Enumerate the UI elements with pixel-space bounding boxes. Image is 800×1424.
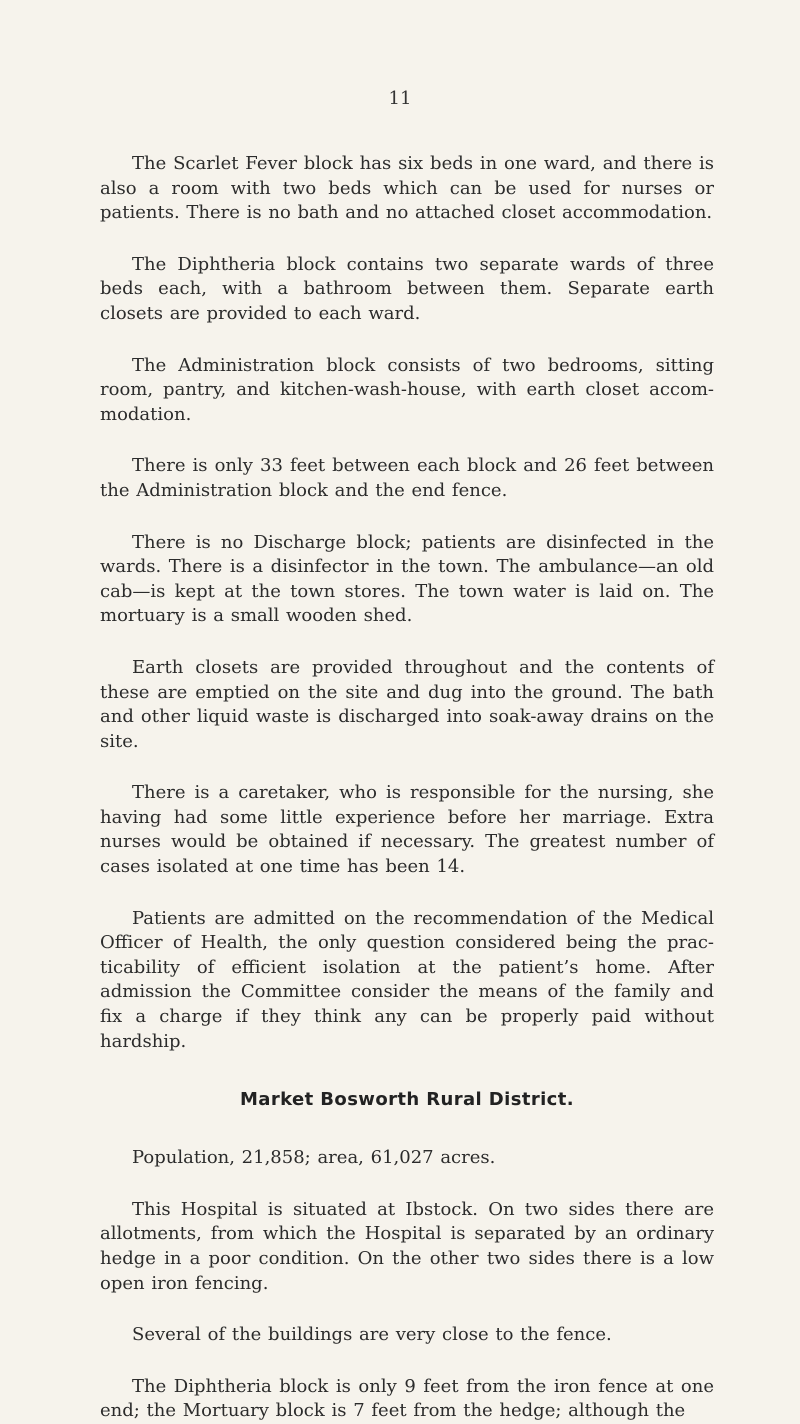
paragraph-discharge-block: There is no Discharge block; patients are disinfected in the wards. There is a disinfector in the town. The ambulance—an old cab—is kept at the town stores. The town water is laid on. The mortuary is a small wooden shed. [100,531,714,627]
paragraph-population: Population, 21,858; area, 61,027 acres. [132,1147,496,1169]
page-body [100,152,714,1424]
paragraph-earth-closets: Earth closets are provided throughout and the contents of these are emptied on the site and dug into the ground. The bath and other liquid waste is discharged into soak-away drains on the site. [100,656,714,752]
paragraph-caretaker: There is a caretaker, who is responsible for the nursing, she having had some little experience before her marriage. Extra nurses would be obtained if necessary. The greatest number of cases isolated at one time has been 14. [100,782,714,878]
paragraph-hospital-location: This Hospital is situated at Ibstock. On two sides there are allotments, from which the Hospital is separated by an ordinary hedge in a poor condition. On the other two sides there is a low open iron fencing. [100,1198,714,1294]
paragraph-diphtheria-distance: The Diphtheria block is only 9 feet from the iron fence at one end; the Mortuary block is 7 feet from the hedge; although the [100,1375,714,1422]
section-heading: Market Bosworth Rural District. [240,1089,574,1111]
paragraph-buildings-close: Several of the buildings are very close to the fence. [132,1324,612,1346]
paragraph-admission-policy: Patients are admitted on the recommendation of the Medical Officer of Health, the only question considered being the practicability of efficient isolation at the patient’s home. After admission the Committee consider the means of the family and fix a charge if they think any can be properly paid without hardship. [100,907,714,1052]
paragraph-block-distances: There is only 33 feet between each block and 26 feet between the Administration block and the end fence. [100,455,714,501]
page-number: 11 [388,88,412,109]
paragraph-diphtheria-block: The Diphtheria block contains two separate wards of three beds each, with a bathroom between them. Separate earth closets are provided to each ward. [100,253,714,324]
paragraph-scarlet-fever-block: The Scarlet Fever block has six beds in one ward, and there is also a room with two beds which can be used for nurses or patients. There is no bath and no attached closet accommodation. [100,153,714,224]
paragraph-administration-block: The Administration block consists of two bedrooms, sitting room, pantry, and kitchen-wash-house, with earth closet accommodation. [100,354,714,425]
